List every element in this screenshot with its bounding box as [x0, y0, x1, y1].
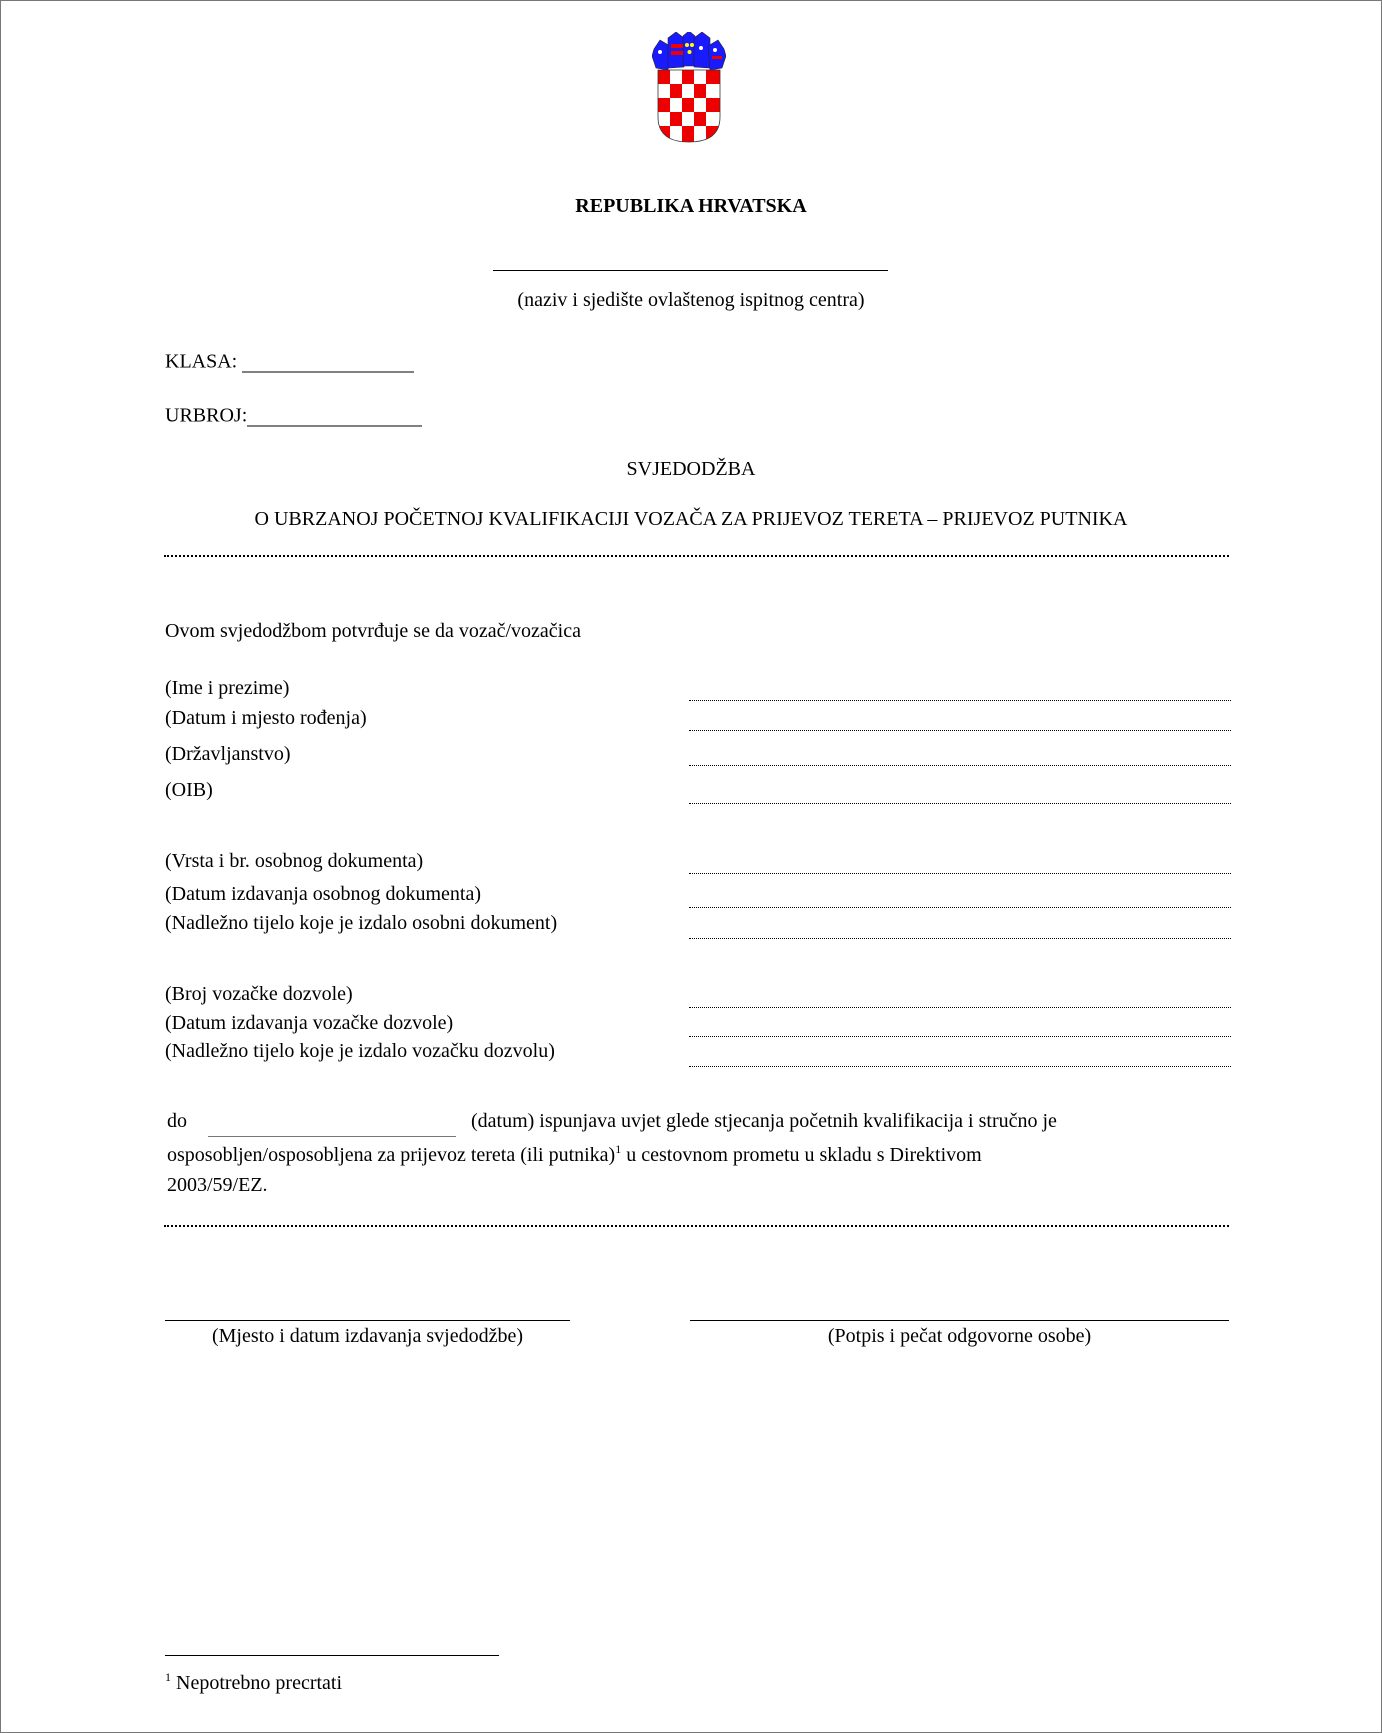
field-blank — [689, 803, 1231, 804]
field-label: (Datum i mjesto rođenja) — [165, 707, 367, 729]
dotted-separator — [164, 1225, 1229, 1227]
field-label: (OIB) — [165, 779, 213, 801]
document-title: SVJEDODŽBA — [626, 458, 756, 480]
field-label: (Državljanstvo) — [165, 743, 291, 765]
field-label: (Broj vozačke dozvole) — [165, 983, 353, 1005]
statement-line-2 — [167, 1142, 982, 1166]
klasa-blank — [242, 352, 414, 373]
field-blank — [689, 873, 1231, 874]
center-caption: (naziv i sjedište ovlaštenog ispitnog centra) — [517, 289, 865, 311]
document-subtitle: O UBRZANOJ POČETNOJ KVALIFIKACIJI VOZAČA ZA PRIJEVOZ TERETA – PRIJEVOZ PUTNIKA — [254, 508, 1128, 530]
coat-of-arms-emblem — [652, 32, 726, 144]
statement-do: do — [167, 1110, 187, 1132]
field-blank — [689, 907, 1231, 908]
statement-text: osposobljen/osposobljena za prijevoz tereta (ili putnika) — [167, 1144, 616, 1166]
footnote-separator — [165, 1655, 499, 1656]
place-date-line — [165, 1320, 570, 1321]
field-blank — [689, 938, 1231, 939]
field-blank — [689, 730, 1231, 731]
footnote-reference: 1 — [615, 1142, 622, 1156]
footnote — [165, 1670, 343, 1694]
klasa-field — [165, 352, 414, 373]
urbroj-field — [165, 406, 422, 427]
signature-line — [690, 1320, 1229, 1321]
field-label: (Vrsta i br. osobnog dokumenta) — [165, 850, 424, 872]
field-blank — [689, 765, 1231, 766]
center-name-line — [493, 270, 888, 271]
field-blank — [689, 1066, 1231, 1067]
footnote-number: 1 — [165, 1670, 171, 1684]
date-blank — [208, 1136, 456, 1137]
intro-text: Ovom svjedodžbom potvrđuje se da vozač/vozačica — [165, 620, 581, 642]
footnote-text: Nepotrebno precrtati — [176, 1672, 343, 1694]
field-label: (Datum izdavanja osobnog dokumenta) — [165, 883, 482, 905]
field-blank — [689, 700, 1231, 701]
field-label: (Nadležno tijelo koje je izdalo vozačku dozvolu) — [165, 1040, 555, 1062]
statement-text: u cestovnom prometu u skladu s Direktivom — [621, 1144, 982, 1166]
statement-line-1: (datum) ispunjava uvjet glede stjecanja početnih kvalifikacija i stručno je — [471, 1110, 1057, 1132]
statement-line-3: 2003/59/EZ. — [167, 1174, 268, 1196]
urbroj-blank — [247, 406, 422, 427]
field-blank — [689, 1036, 1231, 1037]
field-label: (Ime i prezime) — [165, 677, 290, 699]
klasa-label: KLASA: — [165, 350, 238, 373]
field-label: (Datum izdavanja vozačke dozvole) — [165, 1012, 454, 1034]
signature-caption: (Potpis i pečat odgovorne osobe) — [827, 1325, 1092, 1347]
place-date-caption: (Mjesto i datum izdavanja svjedodžbe) — [211, 1325, 523, 1347]
field-blank — [689, 1007, 1231, 1008]
urbroj-label: URBROJ: — [165, 404, 248, 427]
field-label: (Nadležno tijelo koje je izdalo osobni dokument) — [165, 912, 558, 934]
dotted-separator — [164, 555, 1229, 557]
country-heading: REPUBLIKA HRVATSKA — [575, 195, 807, 217]
